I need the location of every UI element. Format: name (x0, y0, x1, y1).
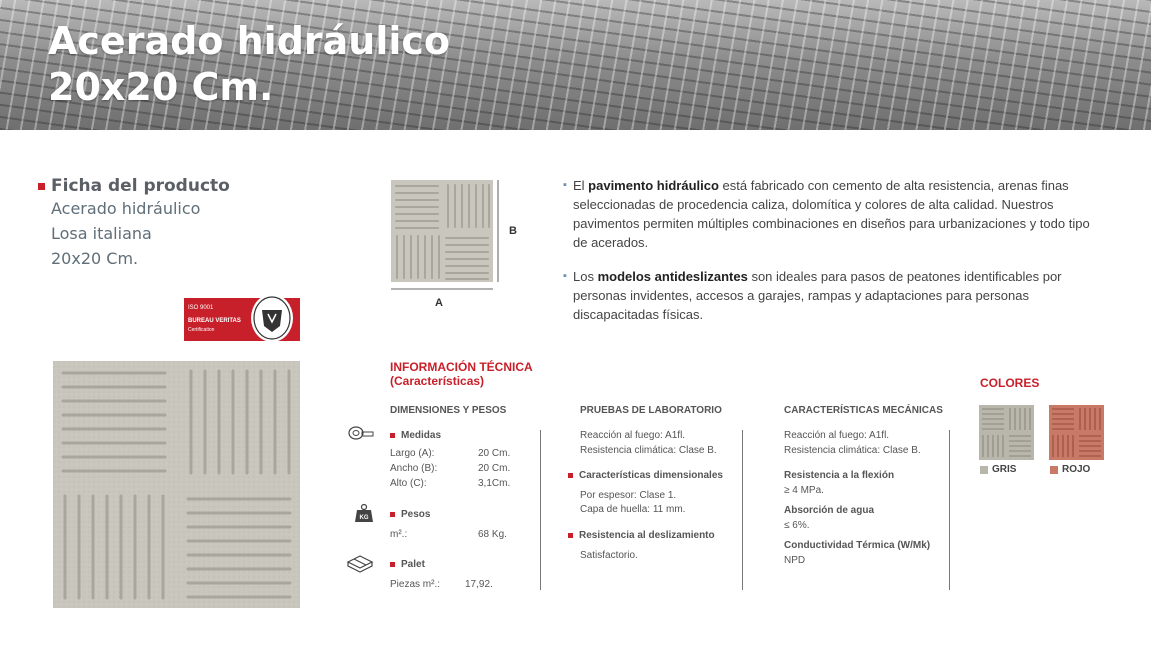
iso-certification-label: Certification (188, 327, 215, 333)
iso-certifier: BUREAU VERITAS (188, 318, 241, 324)
header-banner (0, 0, 1151, 130)
measures-heading: Medidas (390, 430, 441, 441)
description-paragraph-2: ▪ Los modelos antideslizantes son ideales para pasos de peatones identificables por personas invidentes, accesos a garajes, rampas y adaptaciones para personas discapacitadas físicas. (563, 267, 1103, 324)
weights-heading: Pesos (390, 509, 430, 520)
color-swatch-rojo[interactable] (1049, 405, 1104, 460)
red-square-icon (38, 183, 45, 190)
rojo-mini-swatch (1050, 466, 1058, 474)
pallet-heading: Palet (390, 559, 425, 570)
flexural-strength-heading: Resistencia a la flexión (784, 470, 895, 481)
width-row: Ancho (B): 20 Cm. (390, 463, 511, 474)
slip-resistance-heading: Resistencia al deslizamiento (568, 530, 715, 541)
weight-icon (354, 503, 374, 523)
water-absorption-heading: Absorción de agua (784, 505, 875, 516)
flexural-strength-value: ≥ 4 MPa. (784, 485, 824, 496)
page-title (48, 18, 450, 110)
iso-label: ISO 9001 (188, 305, 214, 311)
pallet-icon (346, 553, 374, 573)
thermal-conductivity-heading: Conductividad Térmica (W/Mk) (784, 540, 931, 551)
mechanical-column-heading: CARACTERÍSTICAS MECÁNICAS (784, 405, 943, 416)
product-model: Losa italiana (51, 224, 152, 243)
page-title-line1: Acerado hidráulico (48, 19, 451, 63)
pieces-per-m2-row: Piezas m².: 17,92. (390, 579, 493, 590)
tile-photo (53, 361, 300, 608)
mech-fire-reaction: Reacción al fuego: A1fl. (784, 430, 890, 441)
gris-mini-swatch (980, 466, 988, 474)
color-label-gris: GRIS (980, 464, 1016, 475)
iso-certification-badge (184, 298, 300, 341)
water-absorption-value: ≤ 6%. (784, 520, 810, 531)
dimension-label-a: A (435, 297, 443, 309)
bureau-veritas-seal-icon (248, 292, 296, 344)
column-divider (949, 430, 950, 590)
lab-climatic-resistance: Resistencia climática: Clase B. (580, 445, 717, 456)
tile-dimension-diagram (388, 178, 528, 308)
wear-layer: Capa de huella: 11 mm. (580, 504, 686, 515)
weight-per-m2-row: m².: 68 Kg. (390, 529, 507, 540)
product-sheet-title: Ficha del producto (51, 176, 230, 196)
technical-info-title: INFORMACIÓN TÉCNICA (Características) (390, 360, 533, 388)
slip-resistance-value: Satisfactorio. (580, 550, 638, 561)
product-description (563, 176, 1103, 339)
lab-fire-reaction: Reacción al fuego: A1fl. (580, 430, 686, 441)
length-row: Largo (A): 20 Cm. (390, 448, 511, 459)
red-square-icon (568, 473, 573, 478)
height-row: Alto (C): 3,1Cm. (390, 478, 511, 489)
color-swatch-gris[interactable] (979, 405, 1034, 460)
red-square-icon (568, 533, 573, 538)
product-sheet-heading (38, 176, 230, 196)
color-label-rojo: ROJO (1050, 464, 1090, 475)
dimensional-characteristics-heading: Características dimensionales (568, 470, 723, 481)
thickness-class: Por espesor: Clase 1. (580, 490, 677, 501)
product-sheet (38, 176, 230, 271)
column-divider (540, 430, 541, 590)
dimension-label-b: B (509, 225, 517, 237)
description-paragraph-1: ▪ El pavimento hidráulico está fabricado con cemento de alta resistencia, arenas finas seleccionadas de procedencia caliza, dolomítica y colores de alta calidad. Nuestros pavimentos permiten múltiples combinaciones en diseños para urbanizaciones y todo tipo de acerados. (563, 176, 1103, 252)
red-square-icon (390, 512, 395, 517)
page-title-line2: 20x20 Cm. (48, 65, 274, 109)
red-square-icon (390, 433, 395, 438)
column-divider (742, 430, 743, 590)
tape-measure-icon (348, 426, 374, 440)
product-size: 20x20 Cm. (51, 249, 139, 268)
lab-tests-column-heading: PRUEBAS DE LABORATORIO (580, 405, 722, 416)
colors-heading: COLORES (980, 376, 1040, 390)
product-name: Acerado hidráulico (51, 199, 201, 218)
thermal-conductivity-value: NPD (784, 555, 806, 566)
red-square-icon (390, 562, 395, 567)
mech-climatic-resistance: Resistencia climática: Clase B. (784, 445, 921, 456)
dimensions-column-heading: DIMENSIONES Y PESOS (390, 405, 507, 416)
weight-icon-label: KG (359, 515, 369, 521)
